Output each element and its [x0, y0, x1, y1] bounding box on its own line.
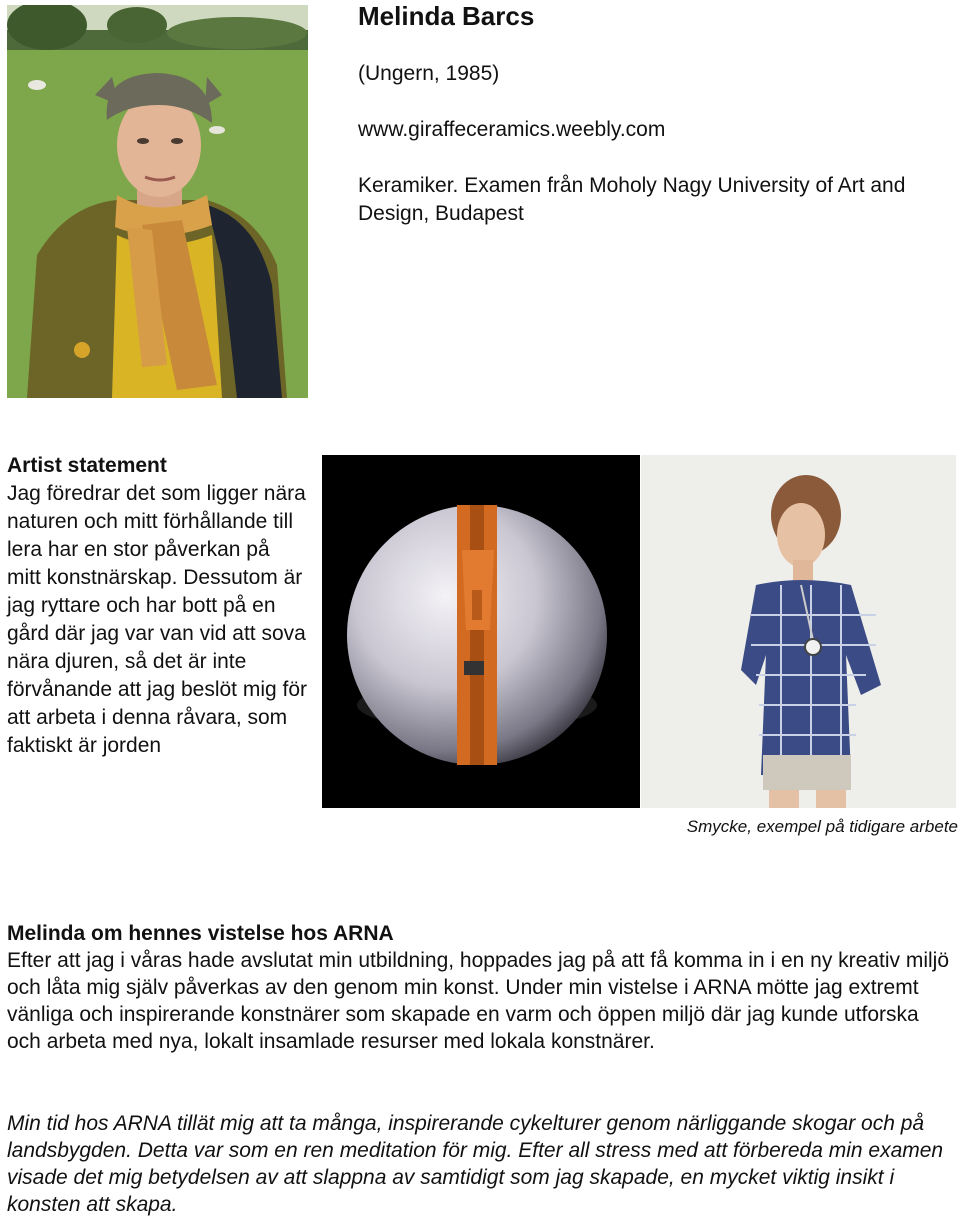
gallery-caption: Smycke, exempel på tidigare arbete [686, 817, 958, 836]
artist-website-link[interactable]: www.giraffeceramics.weebly.com [358, 118, 666, 141]
model-wearing-jewelry-photo [641, 455, 956, 808]
model-illustration [641, 455, 956, 808]
statement-body: Jag föredrar det som ligger nära naturen och mitt förhållande till lera har en stor påverkan på mitt konstnärskap. Dessutom är jag ryttare och har bott på en gård där jag var van vid att sova nära djuren, så det är inte förvånande att jag beslöt mig för att arbeta i denna råvara, som faktiskt är jorden [7, 482, 308, 757]
artist-name: Melinda Barcs [358, 1, 535, 31]
statement-heading: Artist statement [7, 454, 167, 477]
artist-statement [7, 452, 307, 760]
residency-reflection: Min tid hos ARNA tillät mig att ta många, inspirerande cykelturer genom närliggande skogar och på landsbygden. Detta var som en ren meditation för mig. Efter all stress med att förbereda min examen visade det mig betydelsen av att slappna av samtidigt som jag skapade, en mycket viktig insikt i konsten att skapa. [7, 1112, 944, 1216]
residency-section [7, 920, 952, 1055]
artist-portrait-photo [7, 5, 308, 398]
residency-body: Efter att jag i våras hade avslutat min utbildning, hoppades jag på att få komma in i en ny kreativ miljö och låta mig själv påverkas av den genom min konst. Under min vistelse i ARNA mötte jag extremt vänliga och inspirerande konstnärer som skapade en varm och öppen miljö där jag kunde utforska och arbeta med nya, lokalt insamlade resurser med lokala konstnärer. [7, 949, 950, 1053]
artist-origin: (Ungern, 1985) [358, 62, 500, 85]
residency-heading: Melinda om hennes vistelse hos ARNA [7, 922, 394, 945]
zipper-sphere-photo [322, 455, 640, 808]
artist-bio: Keramiker. Examen från Moholy Nagy University of Art and Design, Budapest [358, 174, 906, 225]
portrait-illustration [7, 5, 308, 398]
zipper-sphere-illustration [322, 455, 640, 808]
